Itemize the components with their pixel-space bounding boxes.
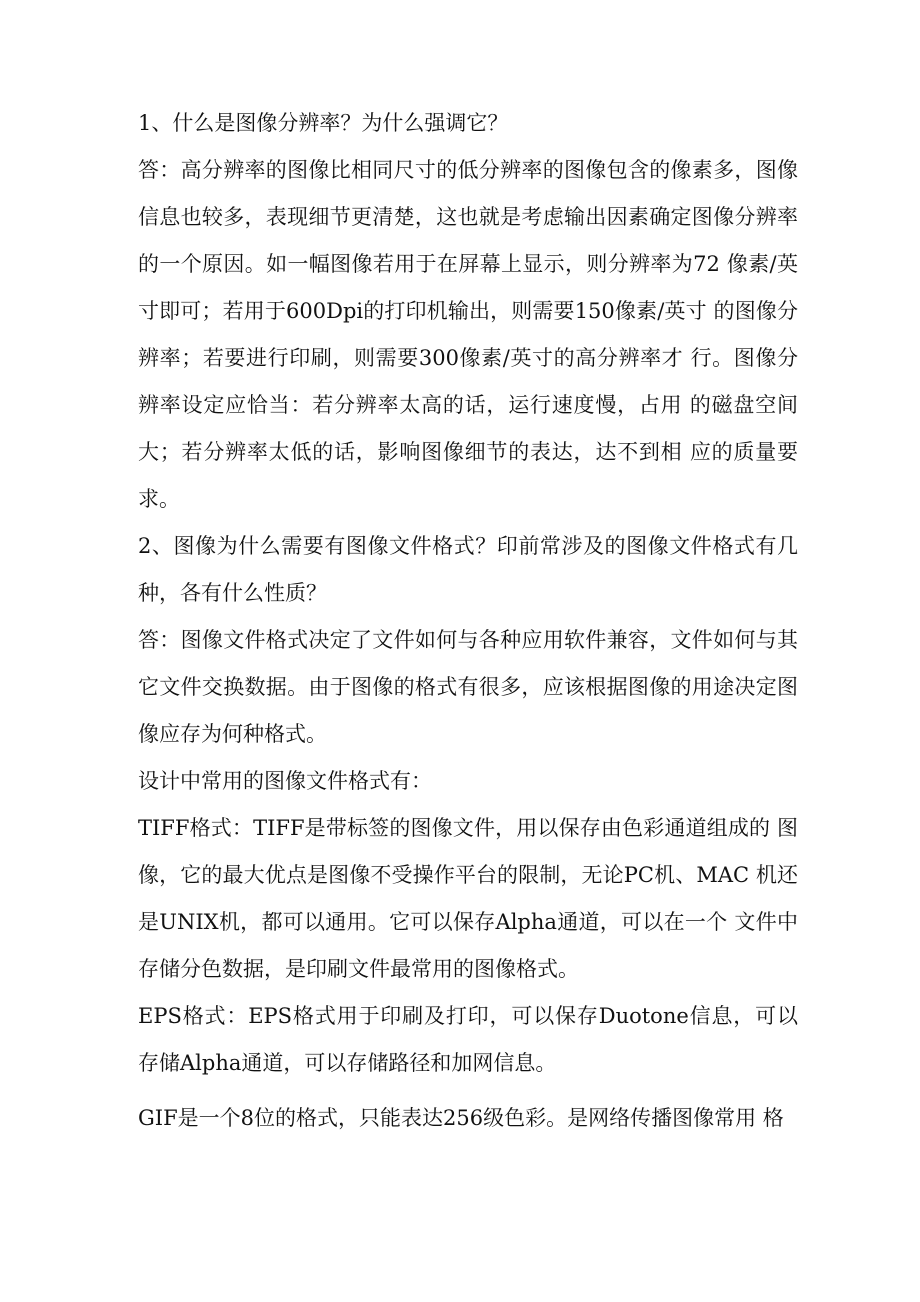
question-2: 2、图像为什么需要有图像文件格式？印前常涉及的图像文件格式有几种，各有什么性质？ bbox=[138, 534, 798, 605]
gif-format-paragraph: GIF是一个8位的格式，只能表达256级色彩。是网络传播图像常用 格 bbox=[138, 1106, 784, 1130]
answer-2: 答：图像文件格式决定了文件如何与各种应用软件兼容，文件如何与其它文件交换数据。由于图像的格式有很多，应该根据图像的用途决定图像应存为何种格式。 bbox=[138, 628, 798, 746]
tiff-format-paragraph: TIFF格式：TIFF是带标签的图像文件，用以保存由色彩通道组成的 图像，它的最大优点是图像不受操作平台的限制，无论PC机、MAC 机还是UNIX机，都可以通用。它可以保存Alpha通道，可以在一个 文件中存储分色数据，是印刷文件最常用的图像格式。 bbox=[138, 816, 798, 981]
answer-1: 答：高分辨率的图像比相同尺寸的低分辨率的图像包含的像素多，图像信息也较多，表现细节更清楚，这也就是考虑输出因素确定图像分辨率的一个原因。如一幅图像若用于在屏幕上显示，则分辨率为72 像素/英寸即可；若用于600Dpi的打印机输出，则需要150像素/英寸 的图像分辨率；若要进行印刷，则需要300像素/英寸的高分辨率才 行。图像分辨率设定应恰当：若分辨率太高的话，运行速度慢，占用 的磁盘空间大；若分辨率太低的话，影响图像细节的表达，达不到相 应的质量要求。 bbox=[138, 158, 798, 511]
question-1: 1、什么是图像分辨率？为什么强调它？ bbox=[138, 111, 509, 135]
document-body bbox=[138, 100, 798, 1142]
eps-format-paragraph: EPS格式：EPS格式用于印刷及打印，可以保存Duotone信息，可以 存储Alpha通道，可以存储路径和加网信息。 bbox=[138, 1004, 798, 1075]
formats-intro: 设计中常用的图像文件格式有： bbox=[138, 769, 432, 793]
